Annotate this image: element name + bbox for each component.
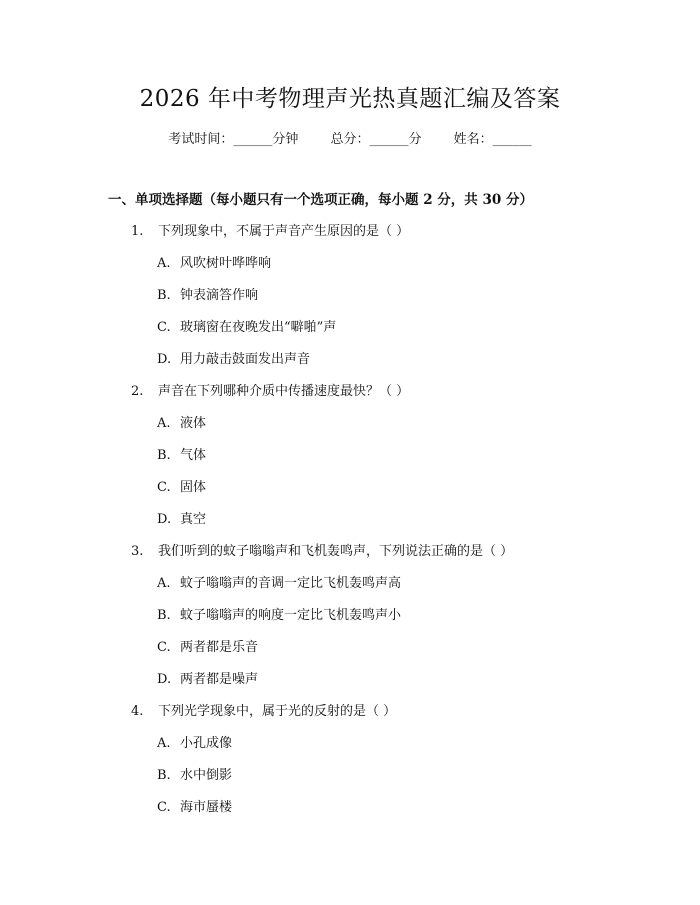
- option-text: 水中倒影: [180, 768, 233, 783]
- option-letter: A.: [157, 576, 171, 591]
- question-number: 2.: [131, 384, 144, 399]
- question-2: [0, 382, 700, 414]
- option-letter: C.: [157, 800, 171, 815]
- question-2-option-a: [0, 414, 700, 446]
- option-text: 真空: [180, 512, 207, 527]
- option-text: 小孔成像: [180, 736, 233, 751]
- question-1: [0, 222, 700, 254]
- option-letter: C.: [157, 640, 171, 655]
- question-2-option-c: [0, 478, 700, 510]
- question-4-option-a: [0, 734, 700, 766]
- option-letter: C.: [157, 320, 171, 335]
- question-stem: 我们听到的蚊子嗡嗡声和飞机轰鸣声，下列说法正确的是（ ）: [158, 544, 514, 559]
- option-text: 用力敲击鼓面发出声音: [180, 352, 311, 367]
- option-text: 蚊子嗡嗡声的响度一定比飞机轰鸣声小: [180, 608, 402, 623]
- question-number: 4.: [131, 704, 144, 719]
- option-letter: B.: [157, 448, 171, 463]
- question-list: [0, 222, 700, 830]
- option-letter: D.: [157, 352, 172, 367]
- question-1-option-d: [0, 350, 700, 382]
- question-1-option-c: [0, 318, 700, 350]
- option-text: 风吹树叶哗哗响: [180, 256, 272, 271]
- option-letter: A.: [157, 736, 171, 751]
- option-letter: B.: [157, 288, 171, 303]
- question-3: [0, 542, 700, 574]
- option-letter: D.: [157, 672, 172, 687]
- question-4-option-b: [0, 766, 700, 798]
- question-number: 3.: [131, 544, 144, 559]
- question-4-option-c: [0, 798, 700, 830]
- question-2-option-b: [0, 446, 700, 478]
- section-heading: 一、单项选择题（每小题只有一个选项正确，每小题 2 分，共 30 分）: [108, 192, 533, 208]
- student-name-field: 姓名：______: [453, 132, 532, 147]
- question-3-option-b: [0, 606, 700, 638]
- option-text: 两者都是噪声: [180, 672, 259, 687]
- option-text: 蚊子嗡嗡声的音调一定比飞机轰鸣声高: [180, 576, 402, 591]
- question-1-option-b: [0, 286, 700, 318]
- total-score-field: 总分：______分: [330, 132, 422, 147]
- exam-time-field: 考试时间：______分钟: [168, 132, 299, 147]
- option-letter: D.: [157, 512, 172, 527]
- option-text: 液体: [180, 416, 207, 431]
- option-text: 钟表滴答作响: [180, 288, 259, 303]
- option-text: 玻璃窗在夜晚发出“噼啪”声: [180, 320, 337, 335]
- question-stem: 下列光学现象中，属于光的反射的是（ ）: [158, 704, 397, 719]
- option-text: 气体: [180, 448, 207, 463]
- question-4: [0, 702, 700, 734]
- option-letter: A.: [157, 416, 171, 431]
- option-text: 两者都是乐音: [180, 640, 259, 655]
- option-letter: B.: [157, 608, 171, 623]
- option-text: 固体: [180, 480, 207, 495]
- question-3-option-c: [0, 638, 700, 670]
- exam-meta-line: [0, 130, 700, 150]
- option-letter: A.: [157, 256, 171, 271]
- option-letter: C.: [157, 480, 171, 495]
- question-stem: 声音在下列哪种介质中传播速度最快？（ ）: [158, 384, 410, 399]
- question-number: 1.: [131, 224, 144, 239]
- option-text: 海市蜃楼: [180, 800, 233, 815]
- question-3-option-d: [0, 670, 700, 702]
- option-letter: B.: [157, 768, 171, 783]
- question-3-option-a: [0, 574, 700, 606]
- question-2-option-d: [0, 510, 700, 542]
- document-title: 2026 年中考物理声光热真题汇编及答案: [139, 86, 561, 112]
- question-1-option-a: [0, 254, 700, 286]
- question-stem: 下列现象中，不属于声音产生原因的是（ ）: [158, 224, 410, 239]
